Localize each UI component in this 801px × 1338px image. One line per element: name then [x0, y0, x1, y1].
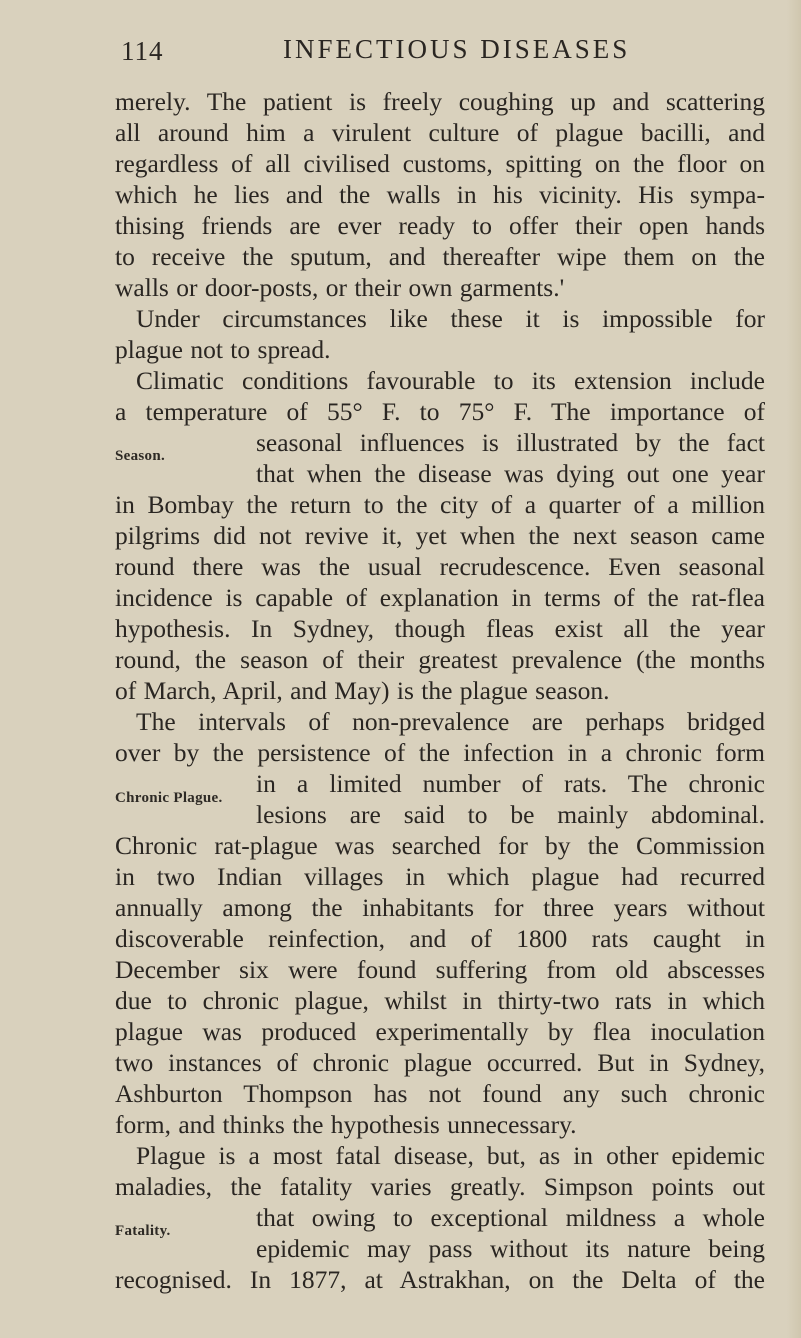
text-line: regardless of all civilised customs, spitting on the floor on	[115, 149, 765, 178]
text-line: to receive the sputum, and thereafter wipe them on the	[115, 242, 765, 271]
text-line: that when the disease was dying out one year	[256, 459, 765, 488]
text-line: in a limited number of rats. The chronic	[256, 769, 765, 798]
text-line: which he lies and the walls in his vicinity. His sympa-	[115, 180, 765, 209]
text-line: seasonal influences is illustrated by the fact	[256, 428, 765, 457]
text-line: annually among the inhabitants for three years without	[115, 893, 765, 922]
text-line: maladies, the fatality varies greatly. Simpson points out	[115, 1172, 765, 1201]
text-line: a temperature of 55° F. to 75° F. The importance of	[115, 397, 765, 426]
text-line: of March, April, and May) is the plague season.	[115, 676, 610, 705]
text-line: pilgrims did not revive it, yet when the next season came	[115, 521, 765, 550]
text-line: in two Indian villages in which plague had recurred	[115, 862, 765, 891]
text-line: discoverable reinfection, and of 1800 rats caught in	[115, 924, 765, 953]
text-line: merely. The patient is freely coughing up and scattering	[115, 87, 765, 116]
text-line: recognised. In 1877, at Astrakhan, on the Delta of the	[115, 1265, 765, 1294]
text-line: Chronic rat-plague was searched for by the Commission	[115, 831, 765, 860]
running-head: INFECTIOUS DISEASES	[283, 34, 631, 64]
text-line: Plague is a most fatal disease, but, as in other epidemic	[136, 1141, 765, 1170]
text-line: December six were found suffering from old abscesses	[115, 955, 765, 984]
text-line: over by the persistence of the infection in a chronic form	[115, 738, 765, 767]
page-edge-shadow	[787, 0, 801, 1338]
text-line: plague not to spread.	[115, 335, 331, 364]
margin-note-fatality: Fatality.	[115, 1223, 171, 1239]
text-line: Climatic conditions favourable to its extension include	[136, 366, 765, 395]
text-line: lesions are said to be mainly abdominal.	[256, 800, 765, 829]
text-line: all around him a virulent culture of plague bacilli, and	[115, 118, 765, 147]
text-line: Under circumstances like these it is impossible for	[136, 304, 765, 333]
text-line: hypothesis. In Sydney, though fleas exist all the year	[115, 614, 765, 643]
margin-note-chronic-plague: Chronic Plague.	[115, 790, 223, 806]
text-line: incidence is capable of explanation in terms of the rat-flea	[115, 583, 765, 612]
text-line: due to chronic plague, whilst in thirty-two rats in which	[115, 986, 765, 1015]
text-line: two instances of chronic plague occurred. But in Sydney,	[115, 1048, 765, 1077]
page-number: 114	[121, 36, 164, 66]
text-line: epidemic may pass without its nature being	[256, 1234, 765, 1263]
margin-note-season: Season.	[115, 448, 166, 464]
text-line: round there was the usual recrudescence. Even seasonal	[115, 552, 765, 581]
text-line: thising friends are ever ready to offer their open hands	[115, 211, 765, 240]
text-line: round, the season of their greatest prevalence (the months	[115, 645, 765, 674]
text-line: walls or door-posts, or their own garments.'	[115, 273, 565, 302]
page-header	[0, 34, 801, 74]
text-line: in Bombay the return to the city of a quarter of a million	[115, 490, 765, 519]
text-line: The intervals of non-prevalence are perhaps bridged	[136, 707, 765, 736]
text-line: that owing to exceptional mildness a whole	[256, 1203, 765, 1232]
text-line: Ashburton Thompson has not found any such chronic	[115, 1079, 765, 1108]
text-line: plague was produced experimentally by flea inoculation	[115, 1017, 765, 1046]
text-line: form, and thinks the hypothesis unnecessary.	[115, 1110, 577, 1139]
